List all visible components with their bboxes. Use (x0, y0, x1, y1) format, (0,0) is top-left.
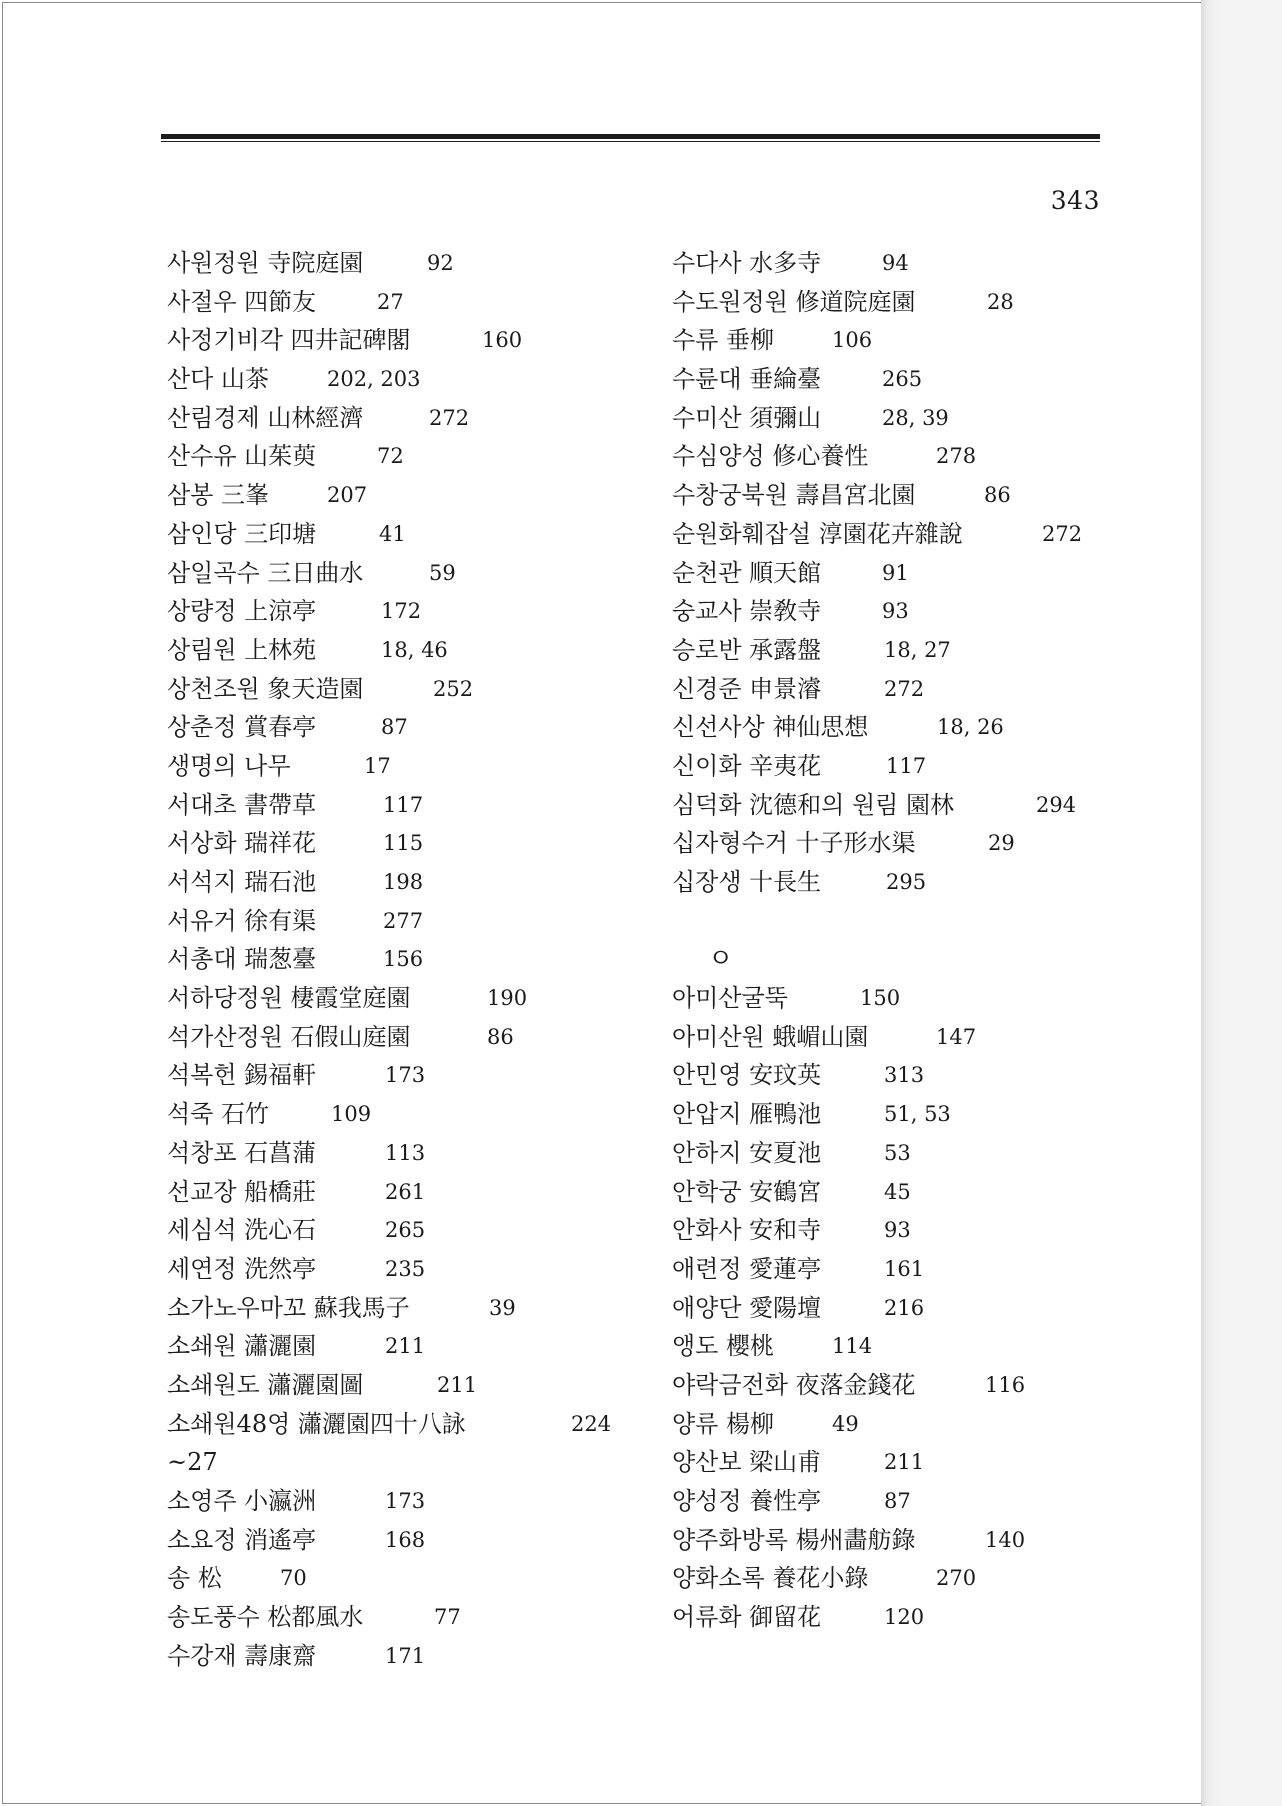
index-entry (167, 360, 637, 399)
index-entry (672, 1095, 1142, 1134)
index-entry (167, 515, 637, 554)
index-page-refs: 106 (832, 328, 873, 353)
index-entry (672, 1056, 1142, 1095)
index-term: 석창포 石菖蒲 (167, 1138, 317, 1167)
index-term: 삼인당 三印塘 (167, 519, 317, 548)
index-entry (167, 1327, 637, 1366)
index-entry (672, 824, 1142, 863)
index-term: 송 松 (167, 1564, 222, 1593)
index-term: 서상화 瑞祥花 (167, 829, 317, 858)
index-entry (167, 1289, 637, 1328)
index-term: 수다사 水多寺 (672, 249, 822, 277)
index-term: 세심석 洗心石 (167, 1216, 317, 1245)
index-term: 석복헌 錫福軒 (167, 1061, 317, 1090)
index-page-refs: 270 (936, 1566, 977, 1591)
index-entry (167, 1366, 637, 1405)
index-entry (672, 1327, 1142, 1366)
index-page-refs: 120 (884, 1605, 925, 1630)
index-entry (672, 1134, 1142, 1173)
index-entry (167, 1018, 637, 1057)
index-page-refs: 207 (327, 483, 368, 508)
index-term: 소쇄원도 瀟灑園圖 (167, 1370, 364, 1399)
index-page-refs: 17 (364, 753, 391, 778)
section-heading: ㅇ (708, 944, 734, 975)
index-term: 소쇄원48영 瀟灑園四十八詠 (167, 1409, 466, 1438)
index-term: 애양단 愛陽壇 (672, 1293, 822, 1322)
index-page-refs: 18, 26 (937, 715, 1004, 740)
index-page-refs: 28 (987, 289, 1014, 314)
index-entry (167, 1405, 637, 1444)
index-page-refs: 235 (385, 1256, 426, 1281)
index-page-refs: 173 (385, 1063, 426, 1088)
index-page-refs: 313 (884, 1063, 925, 1088)
index-page-refs: 39 (489, 1295, 516, 1320)
index-entry (167, 940, 637, 979)
index-term: 심덕화 沈德和의 원림 園林 (672, 790, 954, 819)
index-entry (672, 1482, 1142, 1521)
spacer (672, 902, 1142, 941)
index-page-refs: 93 (884, 1218, 911, 1243)
index-entry (167, 902, 637, 941)
index-term: 서하당정원 棲霞堂庭園 (167, 984, 411, 1013)
index-term: 산수유 山茱萸 (167, 442, 317, 471)
index-page-refs: 147 (936, 1024, 977, 1049)
index-page-refs: 211 (437, 1372, 478, 1397)
index-term: 소가노우마꼬 蘇我馬子 (167, 1293, 410, 1322)
index-entry (167, 747, 637, 786)
index-term: 승로반 承露盤 (672, 635, 822, 664)
index-term: 사정기비각 四井記碑閣 (167, 326, 411, 355)
index-entry (167, 1250, 637, 1289)
index-term: 사원정원 寺院庭園 (167, 249, 364, 277)
index-entry (672, 1211, 1142, 1250)
index-term: 야락금전화 夜落金錢花 (672, 1370, 916, 1399)
header-rule (161, 134, 1100, 144)
index-term: 안화사 安和寺 (672, 1216, 822, 1245)
index-term: 순천관 順天館 (672, 558, 822, 587)
index-page-refs: 224 (571, 1411, 612, 1436)
index-entry (167, 399, 637, 438)
index-page-refs: 86 (487, 1024, 514, 1049)
index-page-refs: 198 (383, 870, 424, 894)
index-page-refs: 278 (936, 444, 977, 469)
index-entry (167, 554, 637, 593)
index-page-refs: 272 (1042, 521, 1083, 546)
index-entry (167, 592, 637, 631)
index-entry (167, 244, 637, 283)
page-edge-shadow (1201, 0, 1282, 1806)
index-page-refs: 172 (381, 599, 422, 624)
index-page-refs: 117 (886, 753, 927, 778)
index-page-refs: 171 (385, 1643, 426, 1668)
index-page-refs: 29 (988, 831, 1015, 856)
index-entry (167, 1095, 637, 1134)
index-page-refs: 252 (433, 676, 474, 701)
index-page-refs: 18, 27 (884, 637, 951, 662)
index-term: 석가산정원 石假山庭園 (167, 1022, 411, 1051)
index-term: 수도원정원 修道院庭園 (672, 287, 916, 316)
index-page-refs: 202, 203 (327, 367, 421, 392)
index-entry (672, 592, 1142, 631)
index-entry (672, 979, 1142, 1018)
index-entry (167, 1443, 637, 1482)
index-term: 안압지 雁鴨池 (672, 1100, 822, 1129)
index-column-right (672, 244, 1142, 1637)
index-page-refs: 45 (884, 1179, 911, 1204)
index-page-refs: 211 (385, 1334, 426, 1359)
index-page-refs: 86 (984, 483, 1011, 508)
index-entry (672, 1405, 1142, 1444)
index-entry (672, 1366, 1142, 1405)
index-page-refs: 49 (832, 1411, 859, 1436)
index-term: 서대초 書帶草 (167, 790, 317, 819)
index-term: 아미산굴뚝 (672, 984, 788, 1013)
index-term: 석죽 石竹 (167, 1100, 269, 1129)
index-entry (167, 1482, 637, 1521)
index-term: 양화소록 養花小錄 (672, 1564, 869, 1593)
index-term: 소쇄원 瀟灑園 (167, 1332, 317, 1361)
index-entry (672, 437, 1142, 476)
index-page-refs: 265 (882, 367, 923, 392)
index-entry (167, 1637, 637, 1676)
index-entry (167, 824, 637, 863)
index-page-refs: 87 (884, 1489, 911, 1513)
index-entry (672, 708, 1142, 747)
index-term: 수강재 壽康齋 (167, 1641, 317, 1670)
index-term: 서총대 瑞葱臺 (167, 945, 317, 974)
index-entry (167, 476, 637, 515)
index-term: 앵도 櫻桃 (672, 1332, 774, 1361)
index-page-refs: 295 (886, 870, 927, 894)
index-entry (672, 747, 1142, 786)
index-entry (672, 360, 1142, 399)
index-term: 수미산 須彌山 (672, 403, 822, 432)
index-page-refs: 115 (383, 831, 424, 856)
index-entry (167, 631, 637, 670)
index-page-refs: 272 (884, 676, 925, 701)
index-page-refs: 277 (383, 908, 424, 933)
index-term: 상량정 上涼亭 (167, 597, 317, 626)
index-entry (672, 631, 1142, 670)
index-term: 양성정 養性亭 (672, 1487, 822, 1515)
index-page-refs: 156 (383, 947, 424, 972)
index-page-refs: 116 (985, 1372, 1026, 1397)
index-entry (672, 670, 1142, 709)
index-entry (672, 283, 1142, 322)
index-term: 신경준 申景濬 (672, 674, 822, 703)
index-page-refs: 190 (487, 986, 528, 1011)
index-term: 아미산원 蛾嵋山園 (672, 1022, 869, 1051)
index-term: 산림경제 山林經濟 (167, 403, 364, 432)
index-term: 수륜대 垂綸臺 (672, 365, 822, 394)
index-term: 산다 山茶 (167, 365, 269, 394)
index-page-refs: 160 (482, 328, 523, 353)
index-term: 세연정 洗然亭 (167, 1254, 317, 1283)
index-entry (167, 670, 637, 709)
index-term: 생명의 나무 (167, 751, 291, 780)
index-entry (167, 1559, 637, 1598)
index-page-refs: 173 (385, 1489, 426, 1513)
index-entry (167, 1598, 637, 1637)
index-entry (672, 1018, 1142, 1057)
index-entry (167, 1134, 637, 1173)
index-entry (672, 476, 1142, 515)
index-term: 상천조원 象天造園 (167, 674, 364, 703)
index-page-refs: 211 (884, 1450, 925, 1475)
index-term: 상춘정 賞春亭 (167, 713, 317, 742)
index-term: 서유거 徐有渠 (167, 906, 317, 935)
index-page-refs: 113 (385, 1140, 426, 1165)
index-entry (167, 437, 637, 476)
index-term: 소영주 小瀛洲 (167, 1487, 317, 1515)
index-term: 수심양성 修心養性 (672, 442, 869, 471)
index-term: 양류 楊柳 (672, 1409, 774, 1438)
index-term: 안하지 安夏池 (672, 1138, 822, 1167)
index-entry (672, 321, 1142, 360)
index-page-refs: 53 (884, 1140, 911, 1165)
index-term: 숭교사 崇敎寺 (672, 597, 822, 626)
index-entry (167, 321, 637, 360)
index-entry (672, 1598, 1142, 1637)
index-page-refs: 28, 39 (882, 405, 949, 430)
index-page-refs: 18, 46 (381, 637, 448, 662)
index-page-refs: 216 (884, 1295, 925, 1320)
index-page-refs: 87 (381, 715, 408, 740)
index-entry (167, 1173, 637, 1212)
index-entry (167, 1521, 637, 1560)
index-term: 애련정 愛蓮亭 (672, 1254, 822, 1283)
index-page-refs: 59 (429, 560, 456, 585)
index-term: 십자형수거 十子形水渠 (672, 829, 916, 858)
index-page-refs: 161 (884, 1256, 925, 1281)
index-page-refs: 94 (882, 251, 909, 275)
index-term: 수창궁북원 壽昌宮北園 (672, 481, 916, 510)
index-entry (672, 1250, 1142, 1289)
index-page-refs: 70 (280, 1566, 307, 1591)
index-entry (167, 1211, 637, 1250)
index-page-refs: 72 (377, 444, 404, 469)
index-page-refs: 168 (385, 1527, 426, 1552)
index-entry (672, 1289, 1142, 1328)
index-page-refs: 265 (385, 1218, 426, 1243)
index-page-refs: 91 (882, 560, 909, 585)
index-term: 삼일곡수 三日曲水 (167, 558, 364, 587)
index-term: 수류 垂柳 (672, 326, 774, 355)
index-column-left (167, 244, 637, 1675)
index-entry (167, 1056, 637, 1095)
index-page-refs: 51, 53 (884, 1102, 951, 1127)
index-entry (167, 863, 637, 902)
index-entry (167, 979, 637, 1018)
index-page-refs: 140 (985, 1527, 1026, 1552)
index-entry (167, 786, 637, 825)
index-entry (672, 786, 1142, 825)
index-term: 사절우 四節友 (167, 287, 317, 316)
index-term: 양산보 梁山甫 (672, 1448, 822, 1477)
index-term: 송도풍수 松都風水 (167, 1603, 364, 1632)
index-term: 양주화방록 楊州畵舫錄 (672, 1525, 916, 1554)
index-page-refs: 93 (882, 599, 909, 624)
index-entry (672, 863, 1142, 902)
index-term: 안학궁 安鶴宮 (672, 1177, 822, 1206)
index-page-refs: 150 (860, 986, 901, 1011)
index-page-refs: 41 (379, 521, 406, 546)
index-term: 십장생 十長生 (672, 868, 822, 896)
index-page-refs: 261 (385, 1179, 426, 1204)
index-page-refs: 77 (434, 1605, 461, 1630)
index-entry (672, 244, 1142, 283)
index-entry (672, 1559, 1142, 1598)
index-entry (167, 708, 637, 747)
index-term: 서석지 瑞石池 (167, 868, 317, 896)
index-term: 어류화 御留花 (672, 1603, 822, 1632)
index-term: 상림원 上林苑 (167, 635, 317, 664)
index-entry (672, 554, 1142, 593)
index-page-refs: 114 (832, 1334, 873, 1359)
index-entry (672, 1173, 1142, 1212)
index-term: 선교장 船橋莊 (167, 1177, 317, 1206)
index-entry (672, 399, 1142, 438)
index-term: 신이화 辛夷花 (672, 751, 822, 780)
index-page-refs: 109 (331, 1102, 372, 1127)
index-term: 순원화훼잡설 淳園花卉雜說 (672, 519, 963, 548)
index-entry (167, 283, 637, 322)
index-term: 소요정 消遙亭 (167, 1525, 317, 1554)
index-term: 안민영 安玟英 (672, 1061, 822, 1090)
index-entry (672, 1443, 1142, 1482)
index-term: 삼봉 三峯 (167, 481, 269, 510)
index-entry (672, 1521, 1142, 1560)
index-page-refs: 92 (427, 251, 454, 275)
index-page-refs: 27 (377, 289, 404, 314)
index-term: 신선사상 神仙思想 (672, 713, 869, 742)
index-page-refs: 294 (1036, 792, 1077, 817)
index-page-refs: 272 (429, 405, 470, 430)
index-page-refs: 117 (383, 792, 424, 817)
page-number: 343 (1050, 186, 1100, 215)
index-entry (672, 515, 1142, 554)
index-term: ~27 (167, 1448, 218, 1477)
